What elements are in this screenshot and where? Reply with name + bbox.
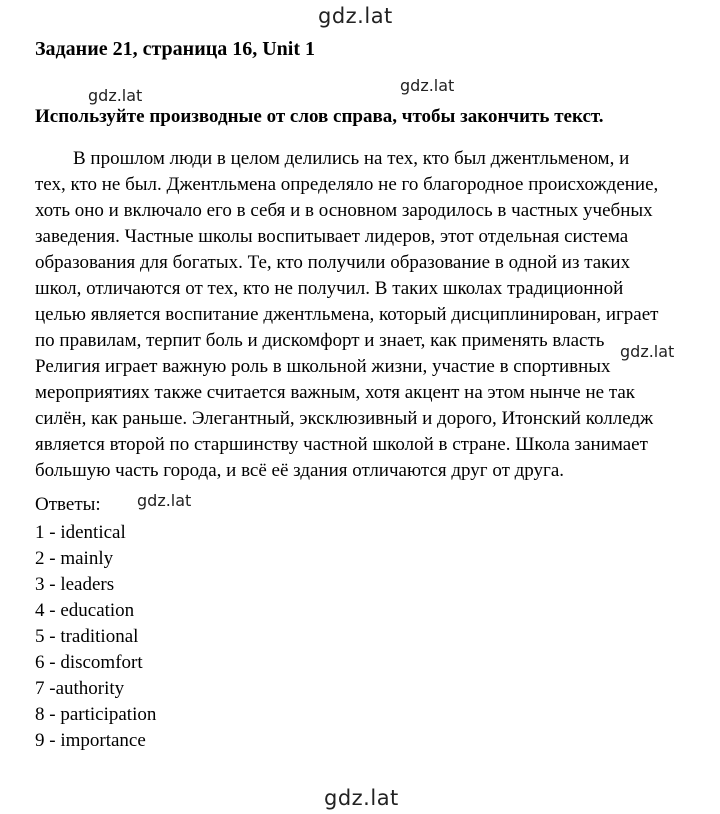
text-line: является второй по старшинству частной школой в стране. Школа занимает	[35, 434, 648, 455]
watermark-right: gdz.lat	[620, 342, 675, 361]
answers-heading: Ответы:	[35, 494, 101, 515]
text-line: Религия играет важную роль в школьной жизни, участие в спортивных	[35, 356, 611, 377]
text-line: В прошлом люди в целом делились на тех, кто был джентльменом, и	[35, 148, 630, 169]
task-instruction: Используйте производные от слов справа, чтобы закончить текст.	[35, 106, 604, 127]
answer-item: 8 - participation	[35, 704, 157, 725]
text-line: школ, отличаются от тех, кто не получил. В таких школах традиционной	[35, 278, 624, 299]
answer-item: 7 -authority	[35, 678, 125, 699]
text-line: по правилам, терпит боль и дискомфорт и знает, как применять власть	[35, 330, 605, 351]
answer-item: 2 - mainly	[35, 548, 114, 569]
answer-item: 9 - importance	[35, 730, 146, 751]
watermark-left: gdz.lat	[88, 86, 143, 105]
text-line: заведения. Частные школы воспитывает лидеров, этот отдельная система	[35, 226, 629, 247]
watermark-header: gdz.lat	[400, 76, 455, 95]
text-line: образования для богатых. Те, кто получили образование в одной из таких	[35, 252, 631, 273]
answers-list	[35, 520, 156, 754]
answer-item: 4 - education	[35, 600, 135, 621]
text-line: хоть оно и включало его в себя и в основном зародилось в частных учебных	[35, 200, 653, 221]
task-text	[35, 146, 685, 484]
text-line: тех, кто не был. Джентльмена определяло не го благородное происхождение,	[35, 174, 659, 195]
page-title: Задание 21, страница 16, Unit 1	[35, 38, 316, 60]
text-line: силён, как раньше. Элегантный, эксклюзивный и дорого, Итонский колледж	[35, 408, 654, 429]
answer-item: 3 - leaders	[35, 574, 115, 595]
watermark-top: gdz.lat	[318, 4, 393, 28]
answer-item: 6 - discomfort	[35, 652, 143, 673]
watermark-bottom: gdz.lat	[324, 786, 399, 810]
text-line: большую часть города, и всё её здания отличаются друг от друга.	[35, 460, 565, 481]
answer-item: 1 - identical	[35, 522, 126, 543]
text-line: целью является воспитание джентльмена, который дисциплинирован, играет	[35, 304, 659, 325]
watermark-answers: gdz.lat	[137, 491, 192, 510]
answer-item: 5 - traditional	[35, 626, 139, 647]
text-line: мероприятиях также считается важным, хотя акцент на этом нынче не так	[35, 382, 636, 403]
